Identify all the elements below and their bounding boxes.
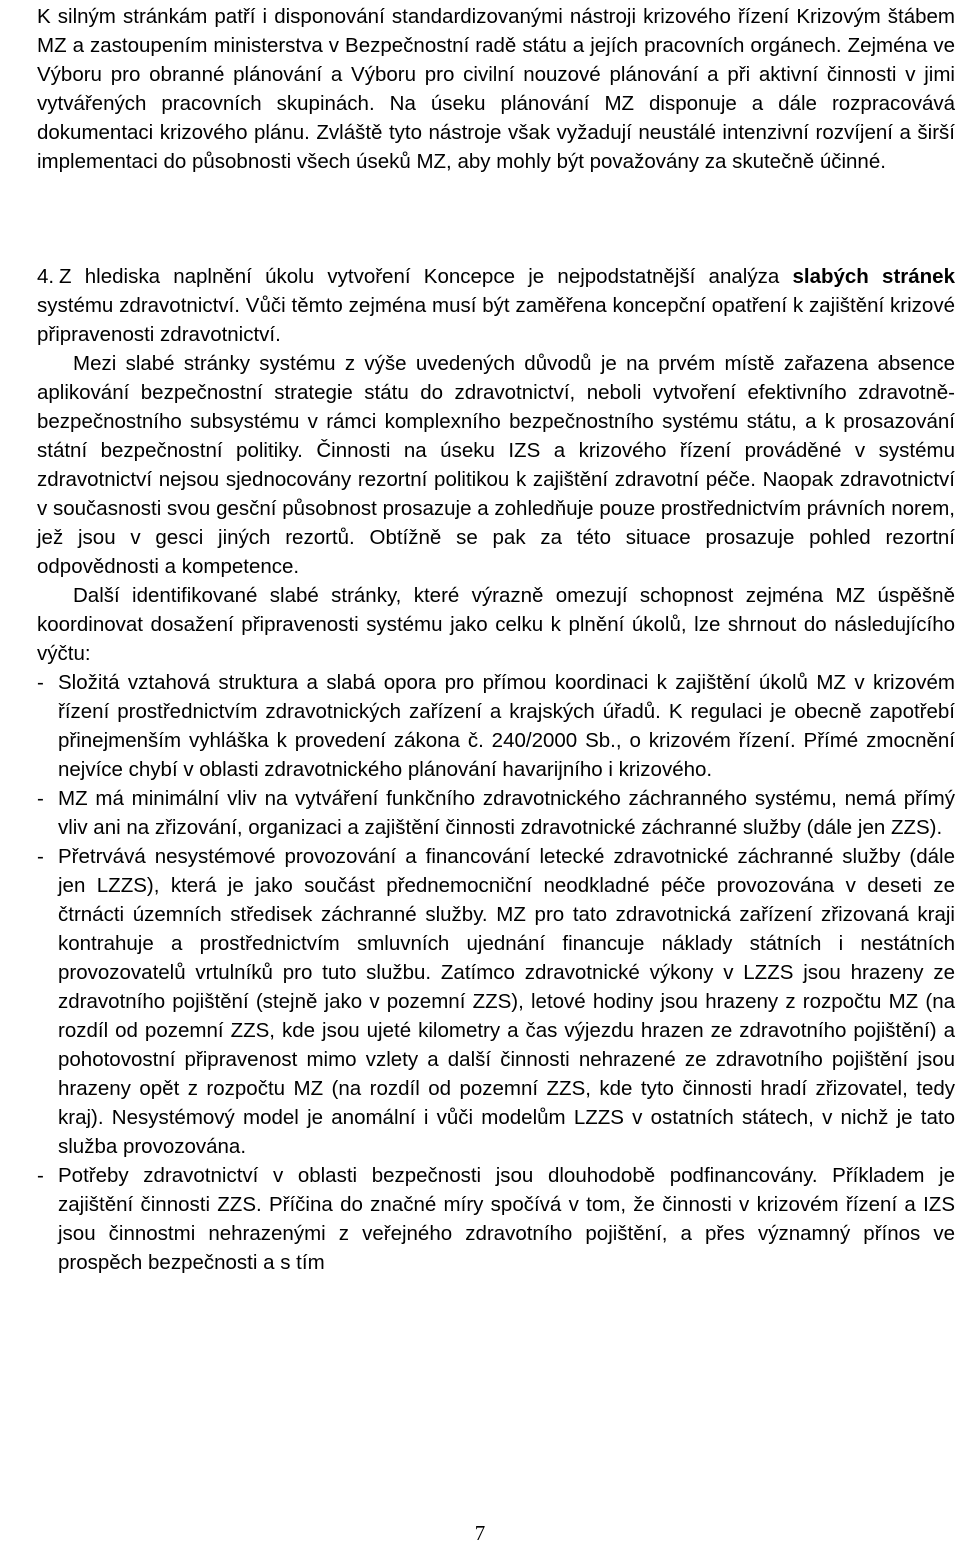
list-item: [37, 784, 955, 842]
item-bold-term: slabých stránek: [792, 265, 955, 288]
dash-marker: -: [37, 845, 44, 868]
list-item: [37, 842, 955, 1161]
list-item-text: MZ má minimální vliv na vytváření funkčního zdravotnického záchranného systému, nemá přímý vliv ani na zřizování, organizaci a zajištění činnosti zdravotnické záchranné služby (dále jen ZZS).: [58, 787, 955, 839]
list-item: [37, 1161, 955, 1277]
list-item-text: Přetrvává nesystémové provozování a financování letecké zdravotnické záchranné služby (dále jen LZZS), která je jako součást přednemocniční neodkladné péče provozována v deseti ze čtrnácti územních středisek záchranné služby. MZ pro tato zdravotnická zařízení zřizovaná kraji kontrahuje a prostřednictvím smluvních ujednání financuje náklady státních i nestátních provozovatelů vrtulníků pro tuto službu. Zatímco zdravotnické výkony v LZZS jsou hrazeny ze zdravotního pojištění (stejně jako v pozemní ZZS), letové hodiny jsou hrazeny z rozpočtu MZ (na rozdíl od pozemní ZZS, kde jsou ujeté kilometry a čas výjezdu hrazen ze zdravotního pojištění) a pohotovostní připravenost mimo vzlety a další činnosti nehrazené ze zdravotního pojištění jsou hrazeny opět z rozpočtu MZ (na rozdíl od pozemní ZZS, kde tyto činnosti hradí zřizovatel, tedy kraj). Nesystémový model je anomální i vůči modelům LZZS v ostatních státech, v nichž je tato služba provozována.: [58, 845, 955, 1158]
list-item-text: Potřeby zdravotnictví v oblasti bezpečnosti jsou dlouhodobě podfinancovány. Příkladem je zajištění činnosti ZZS. Příčina do značné míry spočívá v tom, že činnosti v krizovém řízení a IZS jsou činnostmi nehrazenými z veřejného zdravotního pojištění, a přes významný přínos ve prospěch bezpečnosti a s tím: [58, 1164, 955, 1274]
dash-marker: -: [37, 1164, 44, 1187]
weaknesses-list: [37, 668, 955, 1277]
dash-marker: -: [37, 787, 44, 810]
item-text-before: Z hlediska naplnění úkolu vytvoření Koncepce je nejpodstatnější analýza: [59, 265, 793, 288]
dash-marker: -: [37, 671, 44, 694]
section-weaknesses: [37, 262, 955, 1277]
numbered-item-4: [37, 262, 955, 349]
item-text-after: systému zdravotnictví. Vůči těmto zejména musí být zaměřena koncepční opatření k zajištění krizové připravenosti zdravotnictví.: [37, 294, 955, 346]
list-item-text: Složitá vztahová struktura a slabá opora pro přímou koordinaci k zajištění úkolů MZ v krizovém řízení prostřednictvím zdravotnických zařízení a krajských úřadů. K regulaci je obecně zapotřebí přinejmenším vyhláška k provedení zákona č. 240/2000 Sb., o krizovém řízení. Přímé zmocnění nejvíce chybí v oblasti zdravotnického plánování havarijního i krizového.: [58, 671, 955, 781]
page-number: 7: [474, 1521, 486, 1545]
paragraph-strengths: K silným stránkám patří i disponování standardizovanými nástroji krizového řízení Krizovým štábem MZ a zastoupením ministerstva v Bezpečnostní radě státu a jejích pracovních orgánech. Zejména ve Výboru pro obranné plánování a Výboru pro civilní nouzové plánování a při aktivní činnosti v jimi vytvářených pracovních skupinách. Na úseku plánování MZ disponuje a dále rozpracovává dokumentaci krizového plánu. Zvláště tyto nástroje však vyžadují neustálé intenzivní rozvíjení a širší implementaci do působnosti všech úseků MZ, aby mohly být považovány za skutečně účinné.: [37, 5, 955, 173]
paragraph-weaknesses-2: Další identifikované slabé stránky, které výrazně omezují schopnost zejména MZ úspěšně koordinovat dosažení připravenosti systému jako celku k plnění úkolů, lze shrnout do následujícího výčtu:: [37, 584, 955, 665]
list-item: [37, 668, 955, 784]
item-number: 4.: [37, 265, 55, 288]
paragraph-weaknesses-1: Mezi slabé stránky systému z výše uvedených důvodů je na prvém místě zařazena absence aplikování bezpečnostní strategie státu do zdravotnictví, neboli vytvoření efektivního zdravotně-bezpečnostního subsystému v rámci komplexního bezpečnostního systému státu, a k prosazování státní bezpečnostní politiky. Činnosti na úseku IZS a krizového řízení prováděné v systému zdravotnictví nejsou sjednocovány rezortní politikou k zajištění zdravotní péče. Naopak zdravotnictví v současnosti svou gesční působnost prosazuje a zohledňuje pouze prostřednictvím právních norem, jež jsou v gesci jiných rezortů. Obtížně se pak za této situace prosazuje pohled rezortní odpovědnosti a kompetence.: [37, 352, 955, 578]
